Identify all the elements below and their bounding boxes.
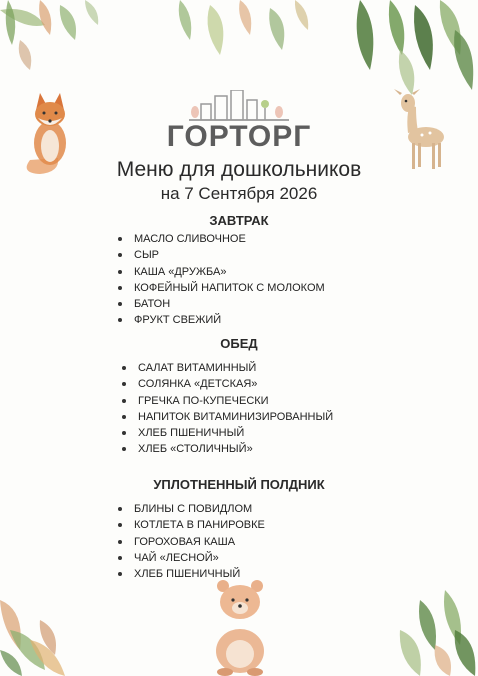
afternoon-snack-list — [116, 501, 265, 582]
list-item: КОФЕЙНЫЙ НАПИТОК С МОЛОКОМ — [116, 280, 325, 296]
logo-emblem — [187, 90, 291, 122]
brand-logo-text: ГОРТОРГ — [166, 120, 312, 153]
bear-illustration — [205, 576, 275, 676]
leaves-top-center-illustration — [170, 0, 320, 70]
leaves-bottom-left-illustration — [0, 560, 90, 676]
list-item: ГОРОХОВАЯ КАША — [116, 534, 265, 550]
list-item: БАТОН — [116, 296, 325, 312]
list-item: СОЛЯНКА «ДЕТСКАЯ» — [120, 376, 333, 392]
leaves-bottom-right-illustration — [380, 590, 478, 676]
list-item: ХЛЕБ ПШЕНИЧНЫЙ — [116, 566, 265, 582]
section-title-breakfast: ЗАВТРАК — [209, 213, 269, 228]
list-item: СЫР — [116, 247, 325, 263]
section-title-afternoon-snack: УПЛОТНЕННЫЙ ПОЛДНИК — [153, 477, 325, 492]
page-title: Меню для дошкольников — [116, 158, 362, 181]
list-item: ФРУКТ СВЕЖИЙ — [116, 312, 325, 328]
list-item: БЛИНЫ С ПОВИДЛОМ — [116, 501, 265, 517]
leaves-top-left-illustration — [0, 0, 110, 80]
list-item: САЛАТ ВИТАМИННЫЙ — [120, 360, 333, 376]
menu-date: на 7 Сентября 2026 — [160, 184, 318, 203]
list-item: ХЛЕБ «СТОЛИЧНЫЙ» — [120, 441, 333, 457]
breakfast-list — [116, 231, 325, 329]
list-item: КОТЛЕТА В ПАНИРОВКЕ — [116, 517, 265, 533]
list-item: ГРЕЧКА ПО-КУПЕЧЕСКИ — [120, 393, 333, 409]
lunch-list — [120, 360, 333, 458]
list-item: МАСЛО СЛИВОЧНОЕ — [116, 231, 325, 247]
list-item: НАПИТОК ВИТАМИНИЗИРОВАННЫЙ — [120, 409, 333, 425]
list-item: ХЛЕБ ПШЕНИЧНЫЙ — [120, 425, 333, 441]
section-title-lunch: ОБЕД — [220, 336, 258, 351]
list-item: КАША «ДРУЖБА» — [116, 264, 325, 280]
list-item: ЧАЙ «ЛЕСНОЙ» — [116, 550, 265, 566]
